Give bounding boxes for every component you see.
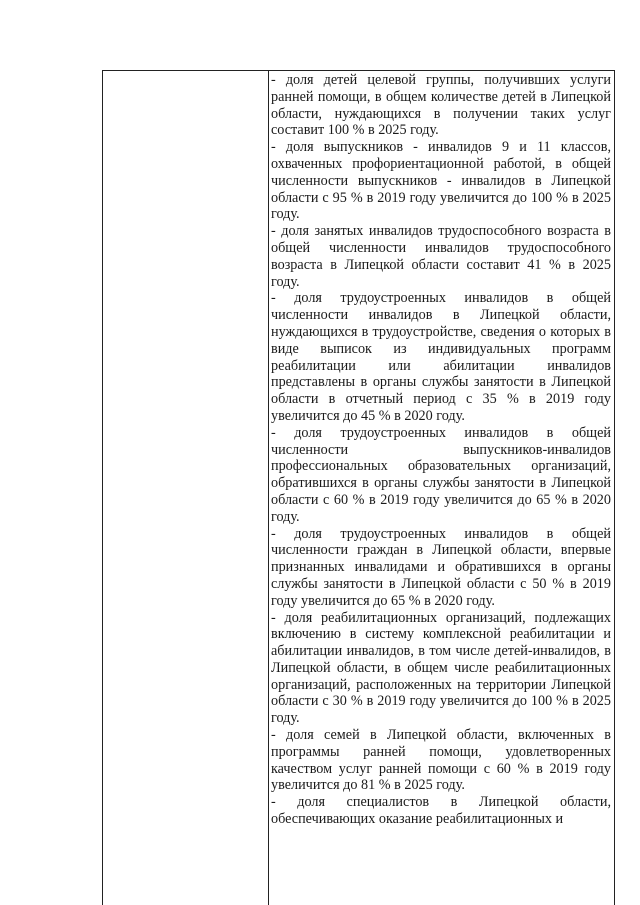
indicator-entry: - доля реабилитационных организаций, подлежащих включению в систему комплексной реабилитации и абилитации инвалидов, в том числе детей-инвалидов, в Липецкой области, в общем числе реабилитационных организаций, расположенных на территории Липецкой области с 30 % в 2019 году увеличится до 100 % в 2025 году. (271, 609, 611, 727)
indicator-entry: - доля специалистов в Липецкой области, обеспечивающих оказание реабилитационных и (271, 794, 611, 828)
indicator-entry: - доля трудоустроенных инвалидов в общей численности выпускников-инвалидов профессиональных образовательных организаций, обратившихся в органы службы занятости в Липецкой области с 60 % в 2019 году увеличится до 65 % в 2020 году. (271, 424, 611, 525)
indicator-entry: - доля занятых инвалидов трудоспособного возраста в общей численности инвалидов трудоспособного возраста в Липецкой области составит 41 % в 2025 году. (271, 223, 611, 290)
indicator-entry: - доля детей целевой группы, получивших услуги ранней помощи, в общем количестве детей в Липецкой области, нуждающихся в получении таких услуг составит 100 % в 2025 году. (271, 72, 611, 139)
indicator-entry: - доля трудоустроенных инвалидов в общей численности инвалидов в Липецкой области, нуждающихся в трудоустройстве, сведения о которых в виде выписок из индивидуальных программ реабилитации или абилитации инвалидов представлены в органы службы занятости в Липецкой области в отчетный период с 35 % в 2019 году увеличится до 45 % в 2020 году. (271, 290, 611, 424)
indicator-entry: - доля семей в Липецкой области, включенных в программы ранней помощи, удовлетворенных качеством услуг ранней помощи с 60 % в 2019 году увеличится до 81 % в 2025 году. (271, 727, 611, 794)
indicator-entry: - доля трудоустроенных инвалидов в общей численности граждан в Липецкой области, впервые признанных инвалидами и обратившихся в органы службы занятости в Липецкой области с 50 % в 2019 году увеличится до 65 % в 2020 году. (271, 525, 611, 609)
column-divider (268, 70, 269, 905)
indicator-entry: - доля выпускников - инвалидов 9 и 11 классов, охваченных профориентационной работой, в общей численности выпускников - инвалидов в Липецкой области с 95 % в 2019 году увеличится до 100 % в 2025 году. (271, 139, 611, 223)
table-left-cell (103, 71, 268, 905)
table-right-cell (271, 72, 611, 828)
